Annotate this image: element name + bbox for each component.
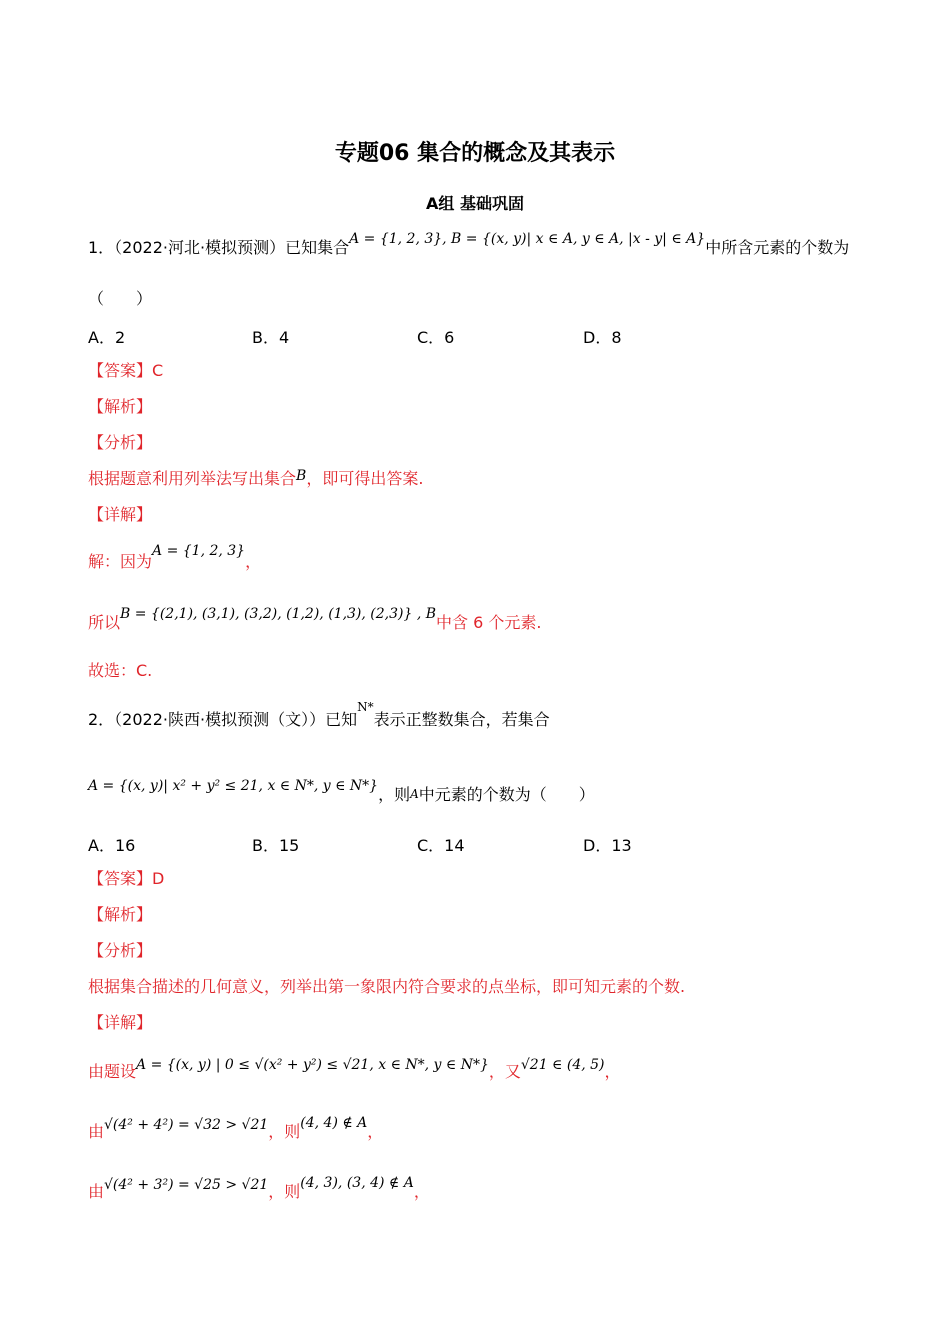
q2-option-c: C．14 (417, 836, 465, 855)
q1-answer: 【答案】C (88, 361, 164, 380)
q2-line1-suffix: ， (604, 1062, 621, 1081)
q2-line1-math2: √21 ∈ (4, 5) (520, 1057, 605, 1073)
q1-paren: （ ） (88, 289, 153, 308)
q1-line1-math: A = {1, 2, 3} (152, 543, 246, 559)
group-heading: A组 基础巩固 (426, 194, 524, 213)
q1-conclusion: 故选：C. (88, 661, 153, 680)
q2-line2-suffix: ， (367, 1122, 384, 1141)
q1-option-a: A．2 (88, 328, 126, 347)
q1-math-a: A = {1, 2, 3} (349, 231, 443, 247)
q1-analysis-label: 【解析】 (88, 397, 153, 416)
q2-line3-prefix: 由 (88, 1182, 105, 1201)
q1-fenxi-label: 【分析】 (88, 433, 153, 452)
q2-tail-math: A (410, 787, 419, 801)
q2-line2-prefix: 由 (88, 1122, 105, 1141)
q2-math-n: N* (357, 700, 374, 714)
q1-detail-label: 【详解】 (88, 505, 153, 524)
q2-analysis-label: 【解析】 (88, 905, 153, 924)
q2-detail-line2 (88, 1115, 384, 1143)
q2-detail-label: 【详解】 (88, 1013, 153, 1032)
q2-set-math: A = {(x, y)| x² + y² ≤ 21, x ∈ N*, y ∈ N*} (88, 778, 379, 794)
q1-math-b: , B = {(x, y)| x ∈ A, y ∈ A, |x - y| ∈ A} (442, 231, 706, 247)
q2-line3-suffix: ， (413, 1182, 430, 1201)
q1-option-b: B．4 (252, 328, 290, 347)
q2-line2-math2: (4, 4) ∉ A (300, 1115, 368, 1131)
q2-tail-2: 中元素的个数为（ ） (418, 785, 595, 804)
q2-line2-mid: ，则 (268, 1122, 301, 1141)
q2-stem (88, 700, 550, 731)
q2-detail-line3 (88, 1175, 430, 1203)
q2-line3-math2: (4, 3), (3, 4) ∉ A (300, 1175, 414, 1191)
q2-answer: 【答案】D (88, 869, 165, 888)
q1-option-c: C．6 (417, 328, 455, 347)
q2-option-d: D．13 (583, 836, 632, 855)
q1-fenxi-text-2: ，即可得出答案. (306, 469, 424, 488)
q1-fenxi-text (88, 469, 423, 490)
q2-line2-math: √(4² + 4²) = √32 > √21 (104, 1117, 269, 1133)
q1-line2-suffix: 中含 6 个元素. (436, 613, 542, 632)
q1-line2-math: B = {(2,1), (3,1), (3,2), (1,2), (1,3), (2,3)} , B (120, 606, 437, 622)
q2-set-line (88, 778, 595, 806)
q1-line1-suffix: ， (245, 552, 262, 571)
q2-option-b: B．15 (252, 836, 300, 855)
q1-fenxi-math: B (296, 468, 307, 484)
q2-line1-mid: ，又 (488, 1062, 521, 1081)
q2-stem-suffix: 表示正整数集合，若集合 (373, 710, 550, 729)
q2-line1-math: A = {(x, y) | 0 ≤ √(x² + y²) ≤ √21, x ∈ N*, y ∈ N*} (136, 1057, 489, 1073)
q2-option-a: A．16 (88, 836, 136, 855)
q1-fenxi-text-1: 根据题意利用列举法写出集合 (88, 469, 297, 488)
q2-line1-prefix: 由题设 (88, 1062, 137, 1081)
q2-fenxi-text: 根据集合描述的几何意义，列举出第一象限内符合要求的点坐标，即可知元素的个数. (88, 977, 686, 996)
q2-detail-line1 (88, 1057, 621, 1083)
q2-fenxi-label: 【分析】 (88, 941, 153, 960)
q1-option-d: D．8 (583, 328, 622, 347)
q1-stem (88, 231, 850, 259)
q1-stem-suffix: 中所含元素的个数为 (705, 238, 850, 257)
q1-line2-prefix: 所以 (88, 613, 121, 632)
q1-line1-prefix: 解：因为 (88, 552, 153, 571)
q1-stem-prefix: 1．（2022·河北·模拟预测）已知集合 (88, 238, 350, 257)
q1-detail-line2 (88, 606, 542, 634)
page-title: 专题06 集合的概念及其表示 (334, 141, 616, 166)
q1-detail-line1 (88, 543, 262, 573)
q2-line3-math: √(4² + 3²) = √25 > √21 (104, 1177, 269, 1193)
q2-stem-prefix: 2．（2022·陕西·模拟预测（文））已知 (88, 710, 358, 729)
q2-tail-1: ，则 (378, 785, 411, 804)
q2-line3-mid: ，则 (268, 1182, 301, 1201)
